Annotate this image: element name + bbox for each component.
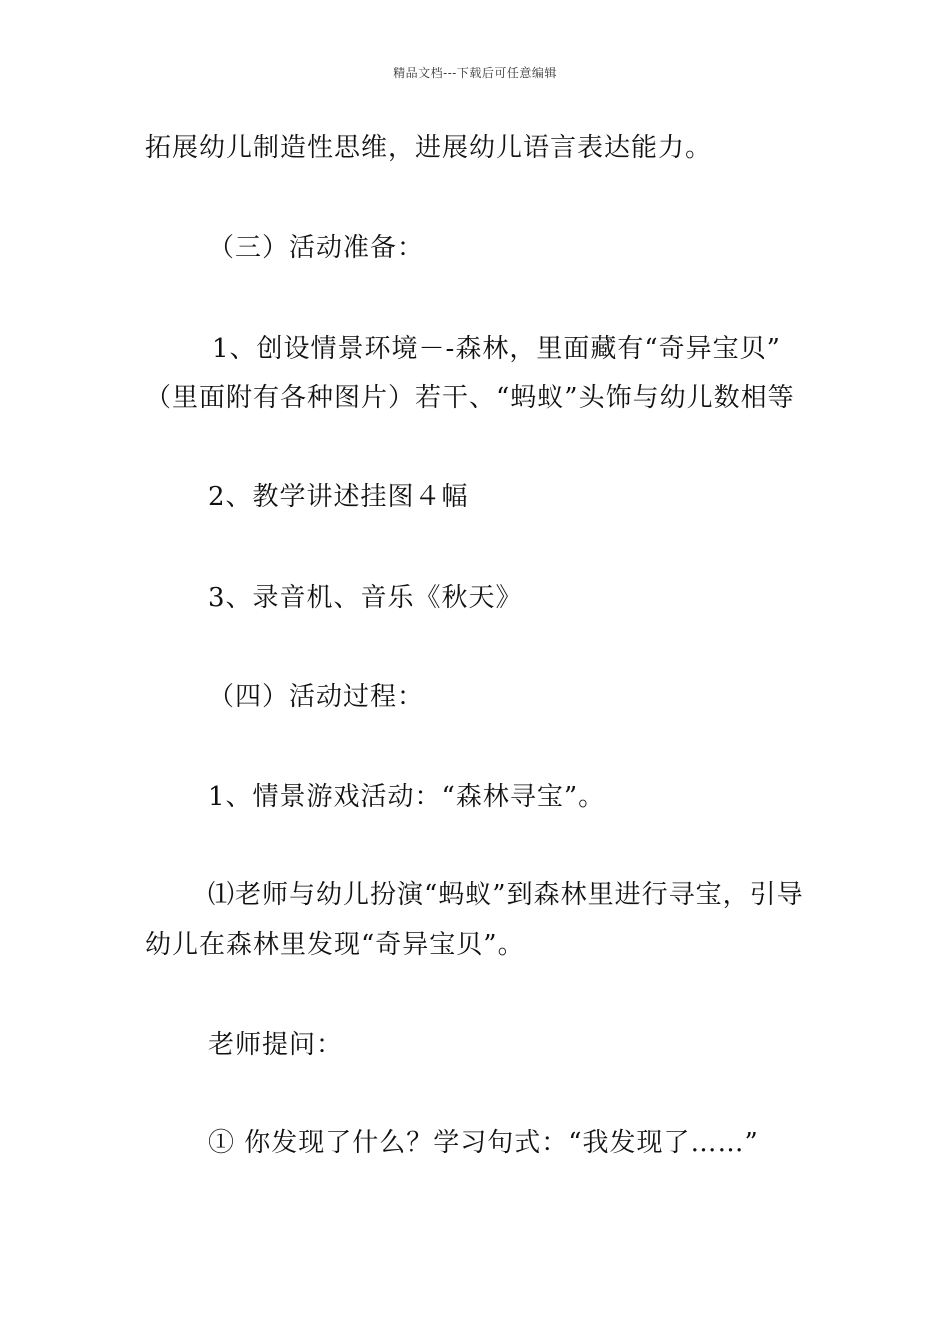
section-heading-preparation: （三）活动准备： xyxy=(208,233,425,263)
section-heading-process: （四）活动过程： xyxy=(208,682,425,712)
preparation-item-1-line-1: 1、创设情景环境－-森林，里面藏有“奇异宝贝” xyxy=(212,334,781,364)
process-step-1: 1、情景游戏活动：“森林寻宝”。 xyxy=(208,782,606,812)
question-1: ① 你发现了什么？学习句式：“我发现了……” xyxy=(208,1128,759,1158)
preparation-item-2: 2、教学讲述挂图４幅 xyxy=(208,482,469,512)
preparation-item-3: 3、录音机、音乐《秋天》 xyxy=(208,583,523,613)
preparation-item-1-line-2: （里面附有各种图片）若干、“蚂蚁”头饰与幼儿数相等 xyxy=(145,383,795,413)
process-substep-1-line-1: ⑴老师与幼儿扮演“蚂蚁”到森林里进行寻宝，引导 xyxy=(208,880,804,910)
process-substep-1-line-2: 幼儿在森林里发现“奇异宝贝”。 xyxy=(145,930,525,960)
paragraph-goal-line: 拓展幼儿制造性思维，进展幼儿语言表达能力。 xyxy=(145,133,713,163)
teacher-question-label: 老师提问： xyxy=(208,1030,344,1060)
page-header: 精品文档---下载后可任意编辑 xyxy=(393,66,557,80)
